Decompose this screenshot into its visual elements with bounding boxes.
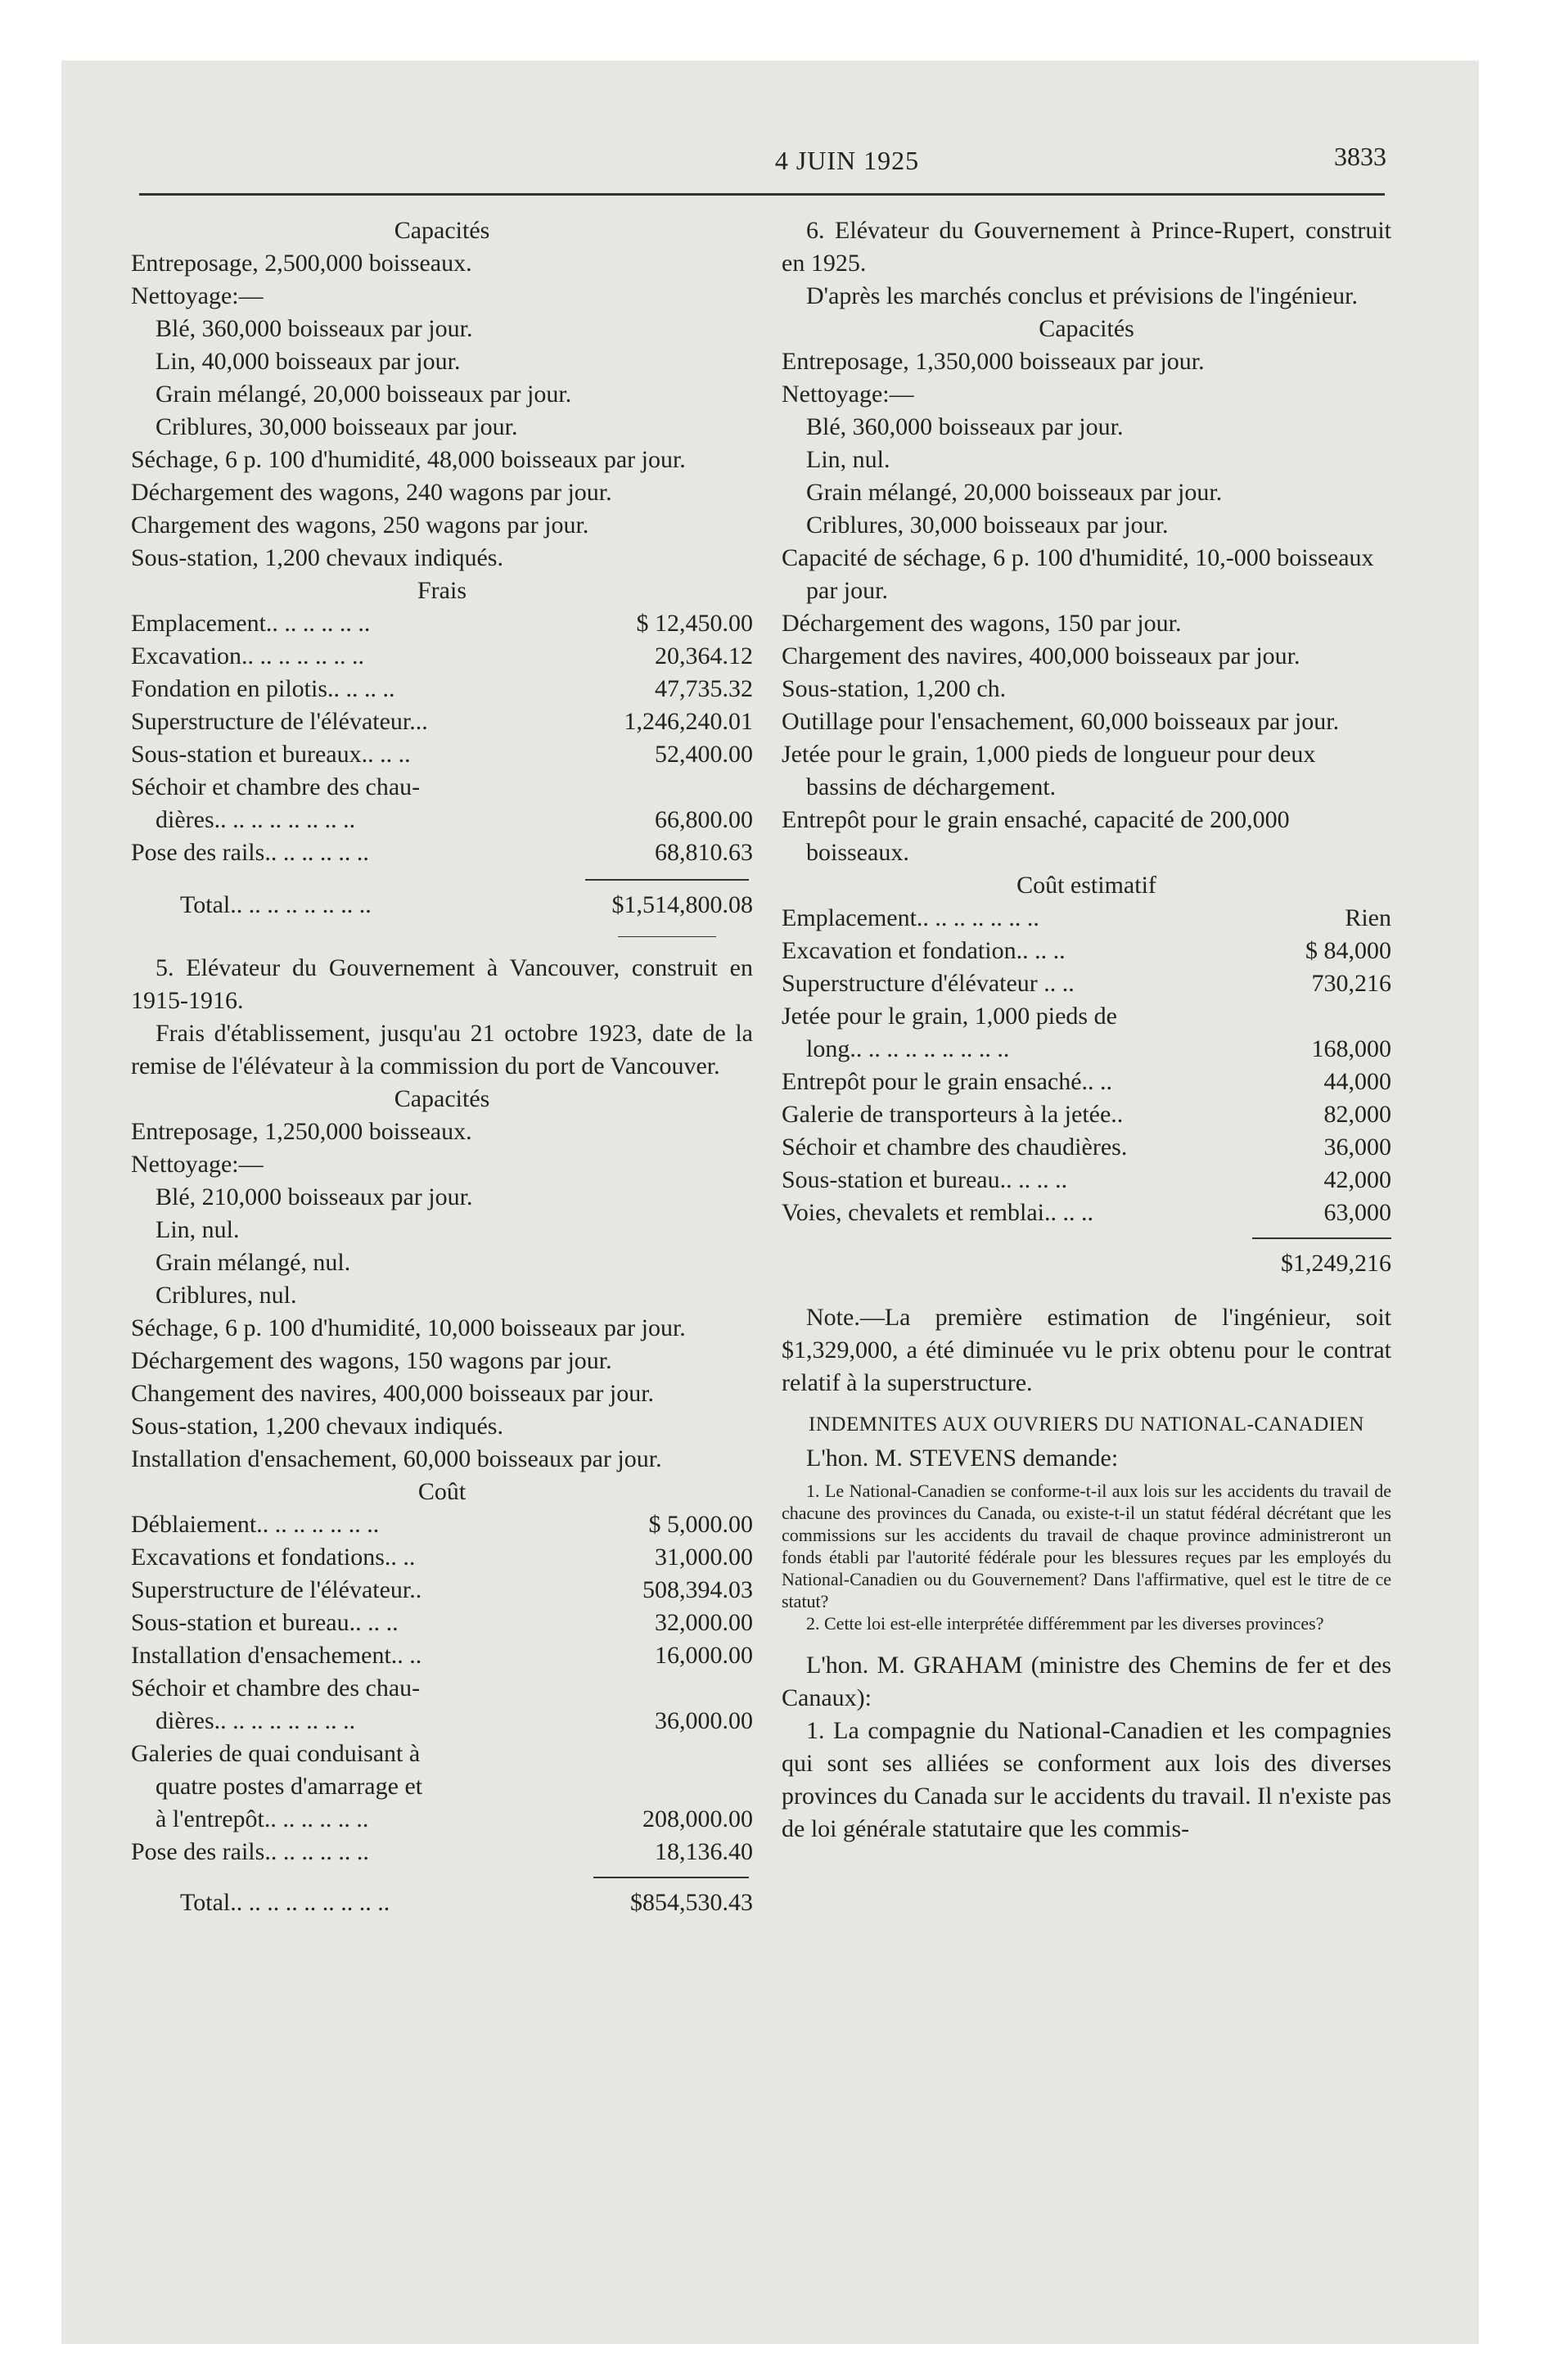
row-label: Superstructure de l'élévateur... <box>131 708 428 735</box>
row-amount: 1,246,240.01 <box>624 708 753 735</box>
paragraph: Lin, nul. <box>156 1216 240 1243</box>
total-label: Total.. .. .. .. .. .. .. .. <box>180 891 372 918</box>
row-label: Séchoir et chambre des chau- <box>131 773 421 800</box>
table-row <box>131 607 753 640</box>
table-row <box>131 738 753 771</box>
row-label: Excavations et fondations.. .. <box>131 1544 416 1571</box>
table-row <box>131 1836 753 1868</box>
section-heading: Frais <box>417 577 467 604</box>
paragraph: Entreposage, 2,500,000 boisseaux. <box>131 250 472 277</box>
row-label: Sous-station et bureau.. .. .. <box>131 1609 399 1636</box>
paragraph: Entrepôt pour le grain ensaché, capacité de 200,000 boisseaux. <box>782 806 1290 866</box>
table-row <box>131 1639 753 1672</box>
row-label: Galerie de transporteurs à la jetée.. <box>782 1101 1124 1128</box>
section-heading: Capacités <box>394 1085 490 1112</box>
row-label: Galeries de quai conduisant à <box>131 1740 421 1767</box>
paragraph: Lin, 40,000 boisseaux par jour. <box>156 348 461 375</box>
section-heading: Capacités <box>394 217 490 244</box>
row-label: dières.. .. .. .. .. .. .. .. <box>131 1707 356 1734</box>
total-rule <box>1252 1237 1391 1239</box>
row-amount: 16,000.00 <box>655 1642 753 1669</box>
paragraph: Chargement des navires, 400,000 boisseaux par jour. <box>782 642 1300 669</box>
paragraph: Sous-station, 1,200 ch. <box>782 675 1007 702</box>
row-label: Déblaiement.. .. .. .. .. .. .. <box>131 1511 380 1538</box>
total-row <box>131 1886 753 1919</box>
paragraph: Nettoyage:— <box>131 1151 264 1178</box>
paragraph: Changement des navires, 400,000 boisseaux par jour. <box>131 1380 655 1407</box>
row-amount: Rien <box>1345 904 1391 931</box>
row-label: Jetée pour le grain, 1,000 pieds de <box>782 1003 1117 1030</box>
table-row <box>131 1770 753 1803</box>
answer-paragraph: 1. La compagnie du National-Canadien et les compagnies qui sont ses alliées se conforment aux lois des diverses provinces du Canada sur le accidents du travail. Il n'existe pas de loi générale statutaire que les commis- <box>782 1717 1391 1842</box>
row-amount: 20,364.12 <box>655 642 753 669</box>
section-heading: Capacités <box>1039 315 1134 342</box>
paragraph: Déchargement des wagons, 150 par jour. <box>782 610 1182 637</box>
table-row <box>782 902 1391 935</box>
row-label: Entrepôt pour le grain ensaché.. .. <box>782 1068 1113 1095</box>
total-amount: $1,249,216 <box>1281 1250 1391 1277</box>
cost-table <box>131 607 753 869</box>
paragraph: 5. Elévateur du Gouvernement à Vancouver, construit en 1915-1916. <box>131 954 753 1014</box>
row-label: Séchoir et chambre des chaudières. <box>782 1134 1128 1161</box>
question-paragraph: 1. Le National-Canadien se conforme-t-il aux lois sur les accidents du travail de chacune des provinces du Canada, ou existe-t-il un statut fédéral décrétant que les commissions sur les accidents du travail de chaque province administreront un fonds établi par l'autorité fédérale pour les blessures reçues par les employés du National-Canadien ou du Gouvernement? Dans l'affirmative, quel est le titre de ce statut? <box>782 1481 1391 1611</box>
total-label: Total.. .. .. .. .. .. .. .. .. <box>180 1889 390 1916</box>
paragraph: Criblures, nul. <box>156 1282 297 1309</box>
row-label: Fondation en pilotis.. .. .. .. <box>131 675 395 702</box>
question-paragraph: 2. Cette loi est-elle interprétée différemment par les diverses provinces? <box>806 1613 1324 1634</box>
paragraph: Grain mélangé, 20,000 boisseaux par jour. <box>156 381 572 408</box>
row-amount: $ 84,000 <box>1305 937 1391 964</box>
total-rule <box>618 936 716 937</box>
table-row <box>782 1131 1391 1164</box>
row-label: dières.. .. .. .. .. .. .. .. <box>131 806 356 833</box>
row-amount: 68,810.63 <box>655 839 753 866</box>
total-row <box>782 1247 1391 1280</box>
row-label: long.. .. .. .. .. .. .. .. .. <box>782 1035 1010 1062</box>
row-label: Superstructure de l'élévateur.. <box>131 1576 422 1603</box>
table-row <box>782 967 1391 1000</box>
row-amount: 66,800.00 <box>655 806 753 833</box>
paragraph: Déchargement des wagons, 150 wagons par jour. <box>131 1347 612 1374</box>
page-date: 4 JUIN 1925 <box>774 146 920 175</box>
paragraph: 6. Elévateur du Gouvernement à Prince-Rupert, construit en 1925. <box>782 217 1391 277</box>
row-label: Séchoir et chambre des chau- <box>131 1675 421 1702</box>
row-amount: 44,000 <box>1323 1068 1391 1095</box>
table-row <box>782 1164 1391 1197</box>
row-label: à l'entrepôt.. .. .. .. .. .. <box>131 1805 369 1832</box>
total-rule <box>585 879 749 881</box>
paragraph: Blé, 360,000 boisseaux par jour. <box>156 315 473 342</box>
row-label: Voies, chevalets et remblai.. .. .. <box>782 1199 1094 1226</box>
header-rule <box>139 193 1385 196</box>
row-label: Superstructure d'élévateur .. .. <box>782 970 1075 997</box>
paragraph: Jetée pour le grain, 1,000 pieds de longueur pour deux bassins de déchargement. <box>782 741 1316 800</box>
table-row <box>782 1000 1391 1033</box>
paragraph: Nettoyage:— <box>782 381 914 408</box>
row-amount: $ 12,450.00 <box>636 610 753 637</box>
row-amount: 47,735.32 <box>655 675 753 702</box>
table-row <box>782 1066 1391 1098</box>
table-row <box>131 673 753 705</box>
table-row <box>782 1098 1391 1131</box>
row-amount: 508,394.03 <box>642 1576 753 1603</box>
paragraph: Sous-station, 1,200 chevaux indiqués. <box>131 1413 503 1440</box>
row-label: Pose des rails.. .. .. .. .. .. <box>131 839 369 866</box>
table-row <box>782 1197 1391 1229</box>
paragraph: Grain mélangé, 20,000 boisseaux par jour. <box>806 479 1223 506</box>
table-row <box>131 1508 753 1541</box>
row-label: Emplacement.. .. .. .. .. .. .. <box>782 904 1039 931</box>
paragraph: Outillage pour l'ensachement, 60,000 boisseaux par jour. <box>782 708 1340 735</box>
row-amount: 42,000 <box>1323 1166 1391 1193</box>
left-column <box>131 214 753 1919</box>
paragraph: Blé, 210,000 boisseaux par jour. <box>156 1183 473 1210</box>
row-label: Sous-station et bureaux.. .. .. <box>131 741 411 768</box>
table-row <box>782 1033 1391 1066</box>
paragraph: Grain mélangé, nul. <box>156 1249 351 1276</box>
paragraph: Déchargement des wagons, 240 wagons par jour. <box>131 479 612 506</box>
total-row <box>131 889 753 922</box>
row-label: Pose des rails.. .. .. .. .. .. <box>131 1838 369 1865</box>
row-label: Excavation.. .. .. .. .. .. .. <box>131 642 364 669</box>
paragraph: Frais d'établissement, jusqu'au 21 octobre 1923, date de la remise de l'élévateur à la commission du port de Vancouver. <box>131 1020 753 1080</box>
page-number: 3833 <box>1334 142 1386 171</box>
table-row <box>131 1705 753 1738</box>
table-row <box>782 935 1391 967</box>
paragraph: D'après les marchés conclus et prévisions de l'ingénieur. <box>806 282 1358 309</box>
speaker-line: L'hon. M. STEVENS demande: <box>806 1445 1119 1472</box>
paragraph: Lin, nul. <box>806 446 890 473</box>
paragraph: Entreposage, 1,350,000 boisseaux par jour. <box>782 348 1205 375</box>
row-amount: 82,000 <box>1323 1101 1391 1128</box>
paragraph: Séchage, 6 p. 100 d'humidité, 10,000 boisseaux par jour. <box>131 1314 686 1341</box>
row-amount: 63,000 <box>1323 1199 1391 1226</box>
row-label: Emplacement.. .. .. .. .. .. <box>131 610 371 637</box>
total-amount: $1,514,800.08 <box>611 891 753 918</box>
table-row <box>131 804 753 836</box>
table-row <box>131 1541 753 1574</box>
cost-table <box>131 1508 753 1868</box>
row-label: Excavation et fondation.. .. .. <box>782 937 1066 964</box>
paragraph: Nettoyage:— <box>131 282 264 309</box>
paragraph: Entreposage, 1,250,000 boisseaux. <box>131 1118 472 1145</box>
paragraph: Séchage, 6 p. 100 d'humidité, 48,000 boisseaux par jour. <box>131 446 686 473</box>
row-amount: 52,400.00 <box>655 741 753 768</box>
row-amount: 730,216 <box>1311 970 1391 997</box>
note-paragraph: Note.—La première estimation de l'ingénieur, soit $1,329,000, a été diminuée vu le prix obtenu pour le contrat relatif à la superstructure. <box>782 1304 1391 1396</box>
row-amount: 18,136.40 <box>655 1838 753 1865</box>
total-rule <box>593 1877 749 1878</box>
row-amount: $ 5,000.00 <box>648 1511 753 1538</box>
paragraph: Capacité de séchage, 6 p. 100 d'humidité, 10,-000 boisseaux par jour. <box>782 544 1374 604</box>
section-heading: Coût estimatif <box>1016 872 1156 899</box>
speaker-line: L'hon. M. GRAHAM (ministre des Chemins de fer et des Canaux): <box>782 1652 1391 1711</box>
table-row <box>131 1607 753 1639</box>
paragraph: Chargement des wagons, 250 wagons par jour. <box>131 512 589 539</box>
section-heading: INDEMNITES AUX OUVRIERS DU NATIONAL-CANADIEN <box>809 1413 1364 1436</box>
cost-table <box>782 902 1391 1229</box>
row-amount: 32,000.00 <box>655 1609 753 1636</box>
total-amount: $854,530.43 <box>630 1889 753 1916</box>
table-row <box>131 640 753 673</box>
row-amount: 208,000.00 <box>642 1805 753 1832</box>
section-heading: Coût <box>417 1478 467 1505</box>
row-amount: 168,000 <box>1311 1035 1391 1062</box>
row-amount: 36,000 <box>1323 1134 1391 1161</box>
paragraph: Installation d'ensachement, 60,000 boisseaux par jour. <box>131 1445 662 1472</box>
row-amount: 36,000.00 <box>655 1707 753 1734</box>
row-label: Sous-station et bureau.. .. .. .. <box>782 1166 1068 1193</box>
row-amount: 31,000.00 <box>655 1544 753 1571</box>
table-row <box>131 1574 753 1607</box>
table-row <box>131 1803 753 1836</box>
table-row <box>131 1672 753 1705</box>
table-row <box>131 836 753 869</box>
table-row <box>131 771 753 804</box>
row-label: Installation d'ensachement.. .. <box>131 1642 422 1669</box>
right-column <box>782 214 1391 1846</box>
paragraph: Criblures, 30,000 boisseaux par jour. <box>156 413 518 440</box>
paragraph: Criblures, 30,000 boisseaux par jour. <box>806 512 1169 539</box>
row-label: quatre postes d'amarrage et <box>131 1773 423 1800</box>
paragraph: Sous-station, 1,200 chevaux indiqués. <box>131 544 503 571</box>
paragraph: Blé, 360,000 boisseaux par jour. <box>806 413 1124 440</box>
table-row <box>131 1738 753 1770</box>
table-row <box>131 705 753 738</box>
